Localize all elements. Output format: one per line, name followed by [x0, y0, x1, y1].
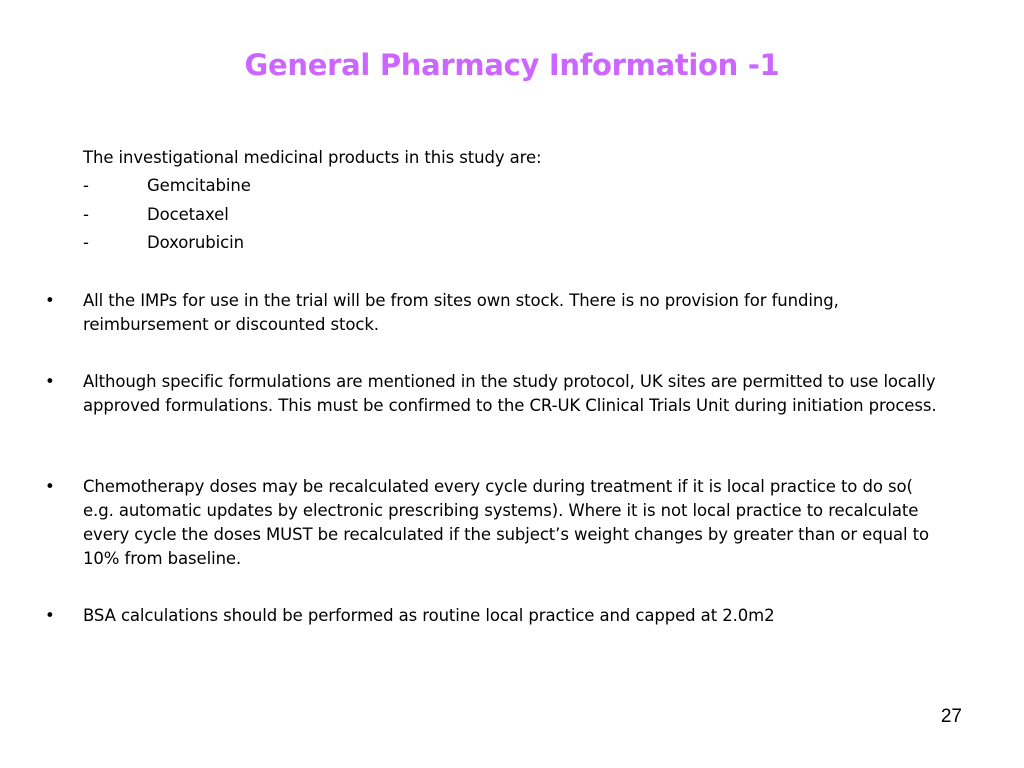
bullet-text: All the IMPs for use in the trial will be from sites own stock. There is no provision for funding, reimbursement or discounted stock.	[83, 291, 839, 334]
product-name: Gemcitabine	[147, 176, 251, 195]
bullet-text: Although specific formulations are mentioned in the study protocol, UK sites are permitted to use locally approved formulations. This must be confirmed to the CR-UK Clinical Trials Unit during initiation process.	[83, 372, 937, 415]
bullet-text: Chemotherapy doses may be recalculated every cycle during treatment if it is local practice to do so( e.g. automatic updates by electronic prescribing systems). Where it is not local practice to recalculate every cycle the doses MUST be recalculated if the subject’s weight changes by greater than or equal to 10% from baseline.	[83, 477, 929, 568]
dash-marker: -	[83, 204, 89, 224]
slide-title: General Pharmacy Information -1	[244, 48, 780, 82]
bullet-text: BSA calculations should be performed as routine local practice and capped at 2.0m2	[83, 606, 775, 625]
page-number: 27	[940, 706, 962, 727]
product-name: Doxorubicin	[147, 233, 244, 252]
bullet-marker: •	[45, 372, 55, 391]
intro-text: The investigational medicinal products in this study are:	[83, 148, 542, 167]
bullet-marker: •	[45, 477, 55, 496]
bullet-marker: •	[45, 291, 55, 310]
product-name: Docetaxel	[147, 204, 229, 224]
bullet-marker: •	[45, 606, 55, 625]
dash-marker: -	[83, 176, 89, 195]
dash-marker: -	[83, 233, 89, 252]
